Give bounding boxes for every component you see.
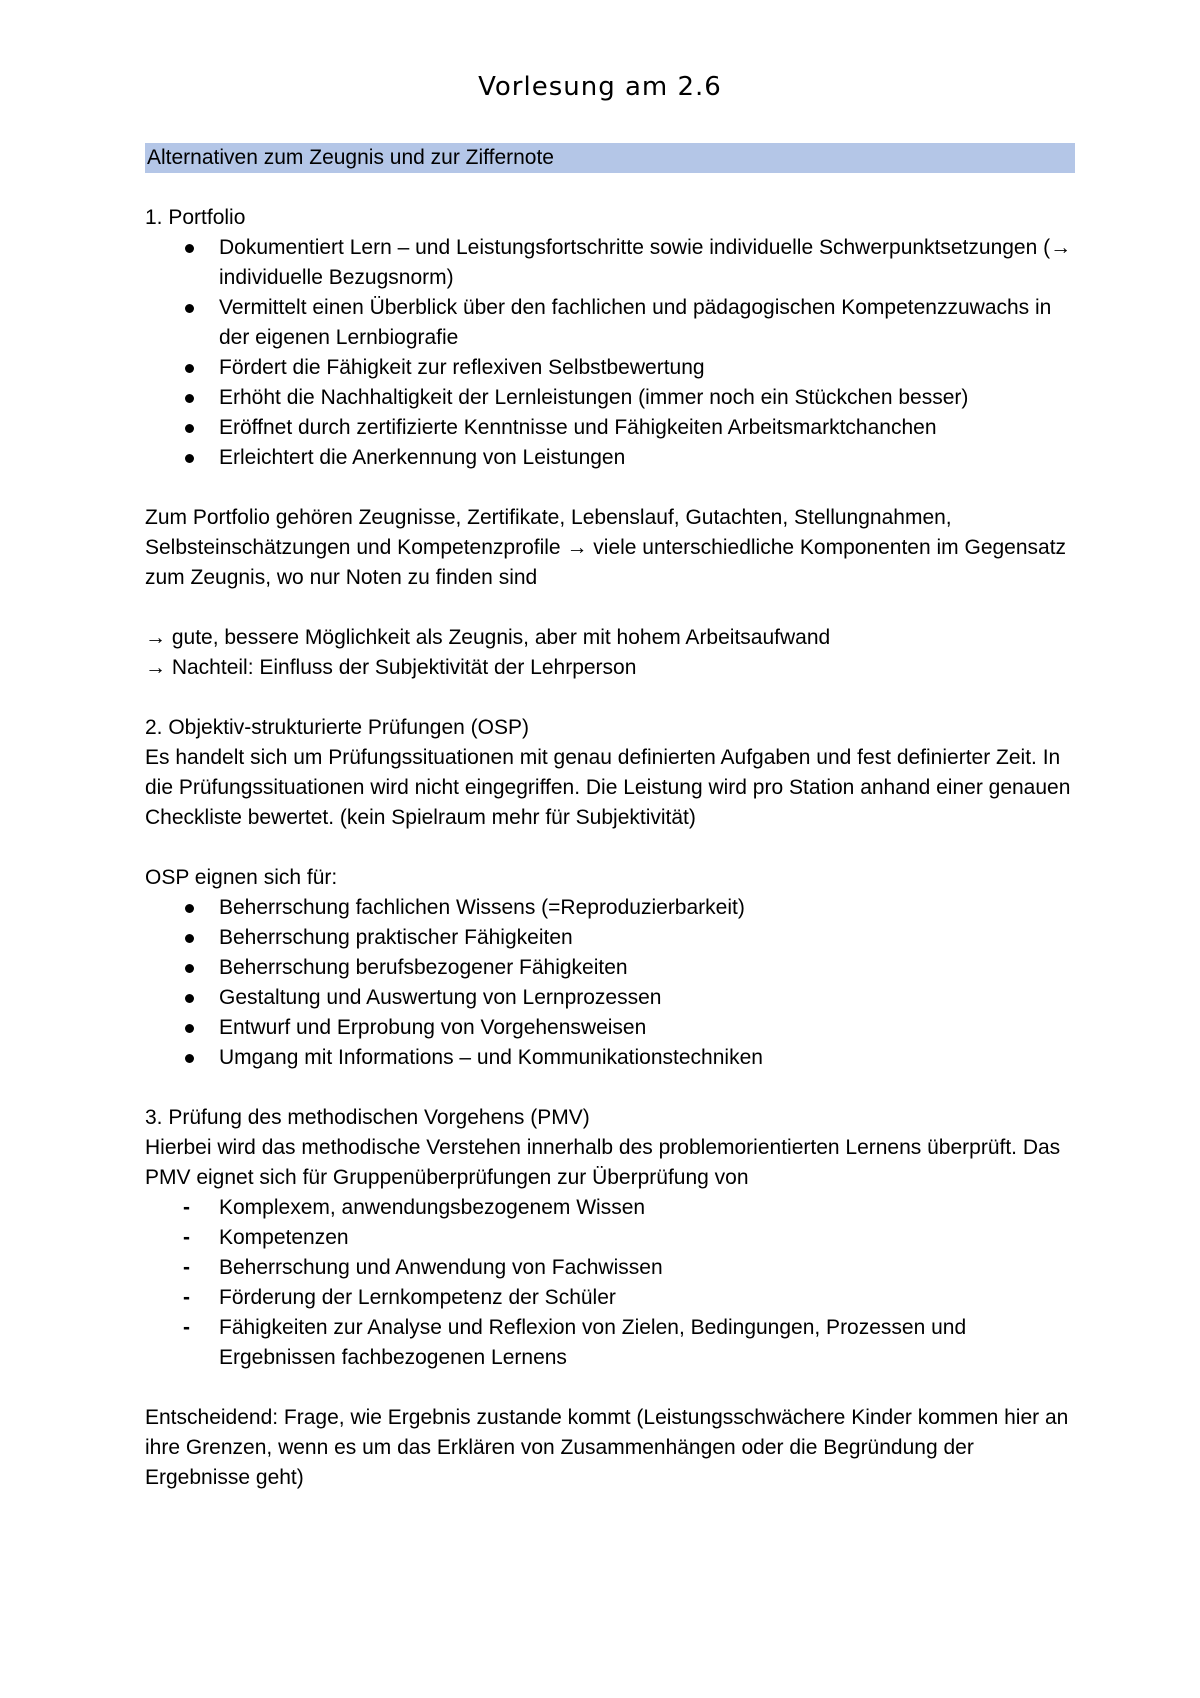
spacer	[145, 593, 1075, 623]
list-item: Erhöht die Nachhaltigkeit der Lernleistungen (immer noch ein Stückchen besser)	[145, 383, 1075, 413]
list-item: Beherrschung fachlichen Wissens (=Reproduzierbarkeit)	[145, 893, 1075, 923]
section-heading: Alternativen zum Zeugnis und zur Ziffernote	[145, 143, 1075, 173]
list-item: Beherrschung berufsbezogener Fähigkeiten	[145, 953, 1075, 983]
spacer	[145, 1073, 1075, 1103]
spacer	[145, 473, 1075, 503]
osp-heading: 2. Objektiv-strukturierte Prüfungen (OSP)	[145, 716, 529, 739]
list-item: - Förderung der Lernkompetenz der Schüler	[145, 1283, 1075, 1313]
pmv-heading: 3. Prüfung des methodischen Vorgehens (PMV)	[145, 1106, 590, 1129]
spacer	[145, 683, 1075, 713]
page-title: Vorlesung am 2.6	[478, 72, 722, 102]
spacer	[145, 833, 1075, 863]
list-item: - Kompetenzen	[145, 1223, 1075, 1253]
list-item: Dokumentiert Lern – und Leistungsfortschritte sowie individuelle Schwerpunktsetzungen (→ individuelle Bezugsnorm)	[145, 233, 1075, 293]
portfolio-paragraph: Zum Portfolio gehören Zeugnisse, Zertifikate, Lebenslauf, Gutachten, Stellungnahmen, Selbsteinschätzungen und Kompetenzprofile → viele unterschiedliche Komponenten im Gegensatz zum Zeugnis, wo nur Noten zu finden sind	[145, 506, 1067, 589]
list-item: Eröffnet durch zertifizierte Kenntnisse und Fähigkeiten Arbeitsmarktchanchen	[145, 413, 1075, 443]
list-item: Fördert die Fähigkeit zur reflexiven Selbstbewertung	[145, 353, 1075, 383]
list-item: - Beherrschung und Anwendung von Fachwissen	[145, 1253, 1075, 1283]
portfolio-arrow-line: → Nachteil: Einfluss der Subjektivität der Lehrperson	[145, 656, 637, 679]
list-item: Gestaltung und Auswertung von Lernprozessen	[145, 983, 1075, 1013]
document-body	[145, 143, 1075, 1493]
list-item: Umgang mit Informations – und Kommunikationstechniken	[145, 1043, 1075, 1073]
osp-paragraph: Es handelt sich um Prüfungssituationen mit genau definierten Aufgaben und fest definierter Zeit. In die Prüfungssituationen wird nicht eingegriffen. Die Leistung wird pro Station anhand einer genauen Checkliste bewertet. (kein Spielraum mehr für Subjektivität)	[145, 746, 1071, 829]
pmv-paragraph: Hierbei wird das methodische Verstehen innerhalb des problemorientierten Lernens überprüft. Das PMV eignet sich für Gruppenüberprüfungen zur Überprüfung von	[145, 1136, 1061, 1189]
spacer	[145, 173, 1075, 203]
portfolio-arrow-line: → gute, bessere Möglichkeit als Zeugnis, aber mit hohem Arbeitsaufwand	[145, 626, 831, 649]
list-item: - Komplexem, anwendungsbezogenem Wissen	[145, 1193, 1075, 1223]
list-item: Beherrschung praktischer Fähigkeiten	[145, 923, 1075, 953]
osp-intro: OSP eignen sich für:	[145, 866, 338, 889]
osp-bullet-list	[145, 893, 1075, 1073]
pmv-dash-list	[145, 1193, 1075, 1373]
list-item: Erleichtert die Anerkennung von Leistungen	[145, 443, 1075, 473]
portfolio-bullet-list	[145, 233, 1075, 473]
portfolio-heading: 1. Portfolio	[145, 206, 246, 229]
list-item: Entwurf und Erprobung von Vorgehensweisen	[145, 1013, 1075, 1043]
list-item: Vermittelt einen Überblick über den fachlichen und pädagogischen Kompetenzzuwachs in der eigenen Lernbiografie	[145, 293, 1075, 353]
list-item: - Fähigkeiten zur Analyse und Reflexion von Zielen, Bedingungen, Prozessen und Ergebnissen fachbezogenen Lernens	[145, 1313, 1075, 1373]
pmv-conclusion: Entscheidend: Frage, wie Ergebnis zustande kommt (Leistungsschwächere Kinder kommen hier an ihre Grenzen, wenn es um das Erklären von Zusammenhängen oder die Begründung der Ergebnisse geht)	[145, 1406, 1069, 1489]
spacer	[145, 1373, 1075, 1403]
